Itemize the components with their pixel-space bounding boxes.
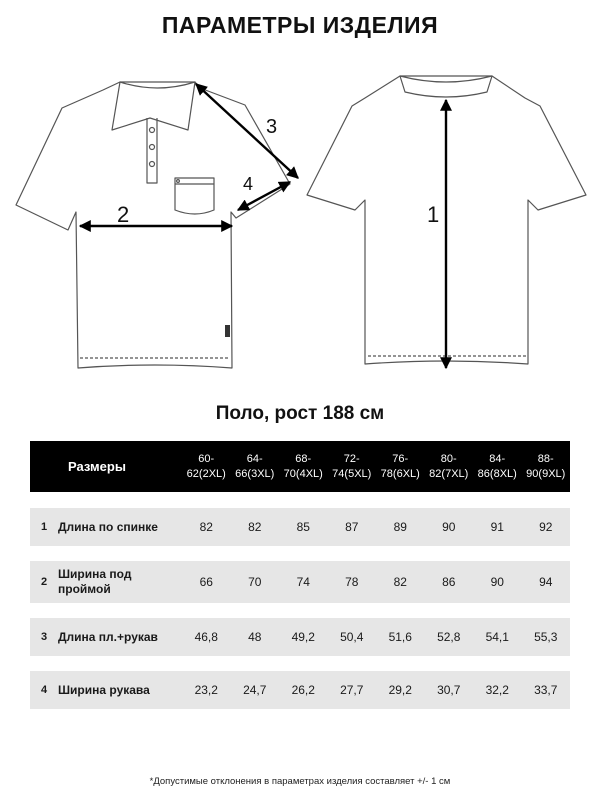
- marker-1: 1: [427, 202, 440, 227]
- size-header: 72- 74(5XL): [332, 452, 372, 480]
- size-header: 88- 90(9XL): [526, 452, 566, 480]
- size-header: 84- 86(8XL): [477, 452, 517, 480]
- size-header: 80- 82(7XL): [429, 452, 469, 480]
- side-label: [225, 325, 230, 337]
- row-number: 3: [40, 631, 48, 643]
- size-header: 76- 78(6XL): [380, 452, 420, 480]
- row-label: Длина пл.+рукав: [58, 629, 158, 644]
- table-cell: 27,7: [340, 683, 364, 697]
- size-header: 68- 70(4XL): [283, 452, 323, 480]
- table-cell: 87: [345, 520, 359, 534]
- table-cell: 66: [199, 575, 213, 589]
- size-table: [30, 441, 570, 709]
- table-cell: 48: [248, 630, 262, 644]
- row-label: Ширина под проймой: [58, 567, 132, 596]
- garment-illustration: [0, 60, 600, 380]
- table-cell: 55,3: [534, 630, 558, 644]
- table-cell: 29,2: [388, 683, 412, 697]
- table-cell: 85: [296, 520, 310, 534]
- table-cell: 86: [442, 575, 456, 589]
- table-row: [30, 618, 570, 656]
- table-cell: 30,7: [437, 683, 461, 697]
- product-subtitle: Поло, рост 188 см: [215, 403, 385, 424]
- row-number: 2: [40, 576, 48, 588]
- footnote: *Допустимые отклонения в параметрах изделия составляет +/- 1 см: [149, 776, 451, 787]
- size-header: 60- 62(2XL): [186, 452, 226, 480]
- table-cell: 91: [490, 520, 504, 534]
- row-label: Длина по спинке: [58, 519, 158, 534]
- table-cell: 89: [393, 520, 407, 534]
- table-cell: 82: [248, 520, 262, 534]
- header-label: Размеры: [68, 459, 126, 474]
- marker-3: 3: [266, 116, 278, 138]
- table-cell: 49,2: [291, 630, 315, 644]
- table-cell: 50,4: [340, 630, 364, 644]
- table-cell: 74: [296, 575, 310, 589]
- table-cell: 70: [248, 575, 262, 589]
- table-cell: 26,2: [291, 683, 315, 697]
- table-cell: 32,2: [485, 683, 509, 697]
- table-cell: 78: [345, 575, 359, 589]
- table-cell: 23,2: [194, 683, 218, 697]
- table-row: [30, 508, 570, 546]
- table-cell: 51,6: [388, 630, 412, 644]
- table-cell: 24,7: [243, 683, 267, 697]
- row-number: 4: [40, 684, 48, 696]
- table-cell: 90: [490, 575, 504, 589]
- table-cell: 82: [199, 520, 213, 534]
- table-cell: 94: [539, 575, 553, 589]
- table-row: [30, 671, 570, 709]
- front-pocket: [175, 178, 214, 214]
- table-row: [30, 561, 570, 603]
- size-table-header: [30, 441, 570, 492]
- table-cell: 92: [539, 520, 553, 534]
- button: [150, 128, 155, 133]
- page-title: ПАРАМЕТРЫ ИЗДЕЛИЯ: [161, 12, 439, 38]
- marker-2: 2: [117, 202, 130, 227]
- table-cell: 52,8: [437, 630, 461, 644]
- table-cell: 33,7: [534, 683, 558, 697]
- size-header: 64- 66(3XL): [235, 452, 275, 480]
- button: [150, 145, 155, 150]
- row-number: 1: [40, 521, 48, 533]
- marker-4: 4: [243, 174, 254, 194]
- table-cell: 46,8: [194, 630, 218, 644]
- button: [150, 162, 155, 167]
- table-cell: 90: [442, 520, 456, 534]
- row-label: Ширина рукава: [58, 682, 150, 697]
- table-cell: 82: [393, 575, 407, 589]
- table-cell: 54,1: [485, 630, 509, 644]
